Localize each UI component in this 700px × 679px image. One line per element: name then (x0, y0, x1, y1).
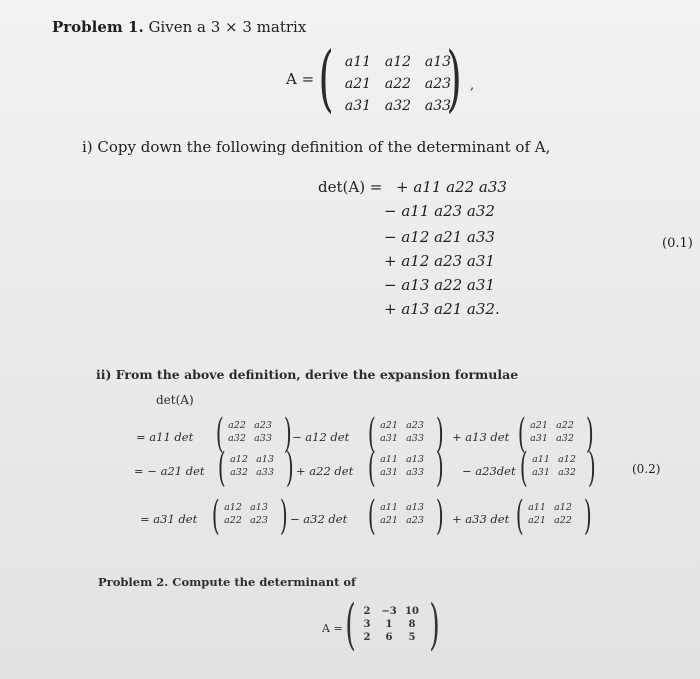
minor-cell: a12 (224, 502, 242, 513)
minor-cell: a12 (554, 502, 572, 513)
problem2-matrix-cell: 5 (408, 632, 416, 643)
part-ii-text: ii) From the above definition, derive the expansion formulae (96, 367, 519, 382)
minor-cell: a21 (380, 420, 398, 431)
minor-cell: a31 (530, 433, 548, 444)
matrix-a-cell: a11 (344, 54, 372, 70)
minor-cell: a33 (256, 467, 274, 478)
minor-cell: a11 (380, 502, 398, 513)
problem2-matrix-cell: 2 (363, 632, 371, 643)
minor-cell: a32 (230, 467, 248, 478)
minor-matrix (526, 420, 578, 444)
matrix-a-cell: a13 (424, 54, 452, 70)
det-term: − a12 a21 a33 (384, 228, 495, 246)
expansion-term: + a13 det (452, 430, 510, 444)
minor-matrix (524, 502, 576, 526)
minor-cell: a13 (406, 454, 424, 465)
minor-matrix (376, 420, 428, 444)
minor-cell: a13 (406, 502, 424, 513)
small-left-paren: ( (517, 411, 526, 457)
expansion-term: = a31 det (140, 512, 198, 526)
problem2-heading: Problem 2. (98, 575, 169, 589)
det-term: + a13 a21 a32. (384, 300, 500, 318)
minor-cell: a32 (556, 433, 574, 444)
det-term: + a12 a23 a31 (384, 252, 495, 270)
minor-cell: a11 (380, 454, 398, 465)
problem2-lhs: A = (322, 622, 343, 635)
matrix-a (338, 54, 458, 114)
minor-cell: a12 (558, 454, 576, 465)
small-right-paren: ) (435, 445, 444, 491)
matrix-a-cell: a33 (424, 98, 452, 114)
det-lhs: det(A) = (318, 178, 383, 196)
small-left-paren: ( (367, 411, 376, 457)
left-paren: ( (318, 36, 334, 120)
matrix-a-cell: a23 (424, 76, 452, 92)
det-term: − a13 a22 a31 (384, 276, 495, 294)
minor-cell: a22 (554, 515, 572, 526)
matrix-a-cell: a12 (384, 54, 412, 70)
minor-cell: a22 (556, 420, 574, 431)
detA-label: det(A) (156, 393, 194, 407)
minor-cell: a12 (230, 454, 248, 465)
p2-left-paren: ( (345, 593, 356, 656)
small-right-paren: ) (283, 411, 292, 457)
right-paren: ) (446, 36, 462, 120)
small-left-paren: ( (211, 493, 220, 539)
matrix-a-cell: a22 (384, 76, 412, 92)
minor-cell: a33 (254, 433, 272, 444)
minor-cell: a31 (380, 467, 398, 478)
minor-matrix (224, 420, 276, 444)
det-term: − a11 a23 a32 (384, 202, 495, 220)
small-right-paren: ) (435, 411, 444, 457)
matrix-a-cell: a21 (344, 76, 372, 92)
problem1-heading-line (52, 18, 306, 36)
problem2-matrix (356, 606, 424, 643)
minor-cell: a21 (380, 515, 398, 526)
part-i-text: i) Copy down the following definition of the determinant of A, (82, 138, 551, 156)
small-right-paren: ) (279, 493, 288, 539)
expansion-term: − a32 det (290, 512, 348, 526)
expansion-term: + a22 det (296, 464, 354, 478)
minor-cell: a22 (224, 515, 242, 526)
minor-cell: a32 (558, 467, 576, 478)
minor-cell: a13 (256, 454, 274, 465)
problem1-heading: Problem 1. (52, 18, 144, 36)
minor-cell: a11 (528, 502, 546, 513)
minor-cell: a23 (254, 420, 272, 431)
minor-cell: a32 (228, 433, 246, 444)
minor-cell: a21 (528, 515, 546, 526)
minor-cell: a23 (406, 420, 424, 431)
trailing-comma: , (470, 78, 475, 93)
minor-cell: a31 (380, 433, 398, 444)
small-left-paren: ( (217, 445, 226, 491)
minor-cell: a33 (406, 433, 424, 444)
expansion-term: − a12 det (292, 430, 350, 444)
det-term: + a11 a22 a33 (396, 178, 507, 196)
minor-cell: a11 (532, 454, 550, 465)
minor-cell: a22 (228, 420, 246, 431)
p2-right-paren: ) (429, 593, 440, 656)
expansion-term: + a33 det (452, 512, 510, 526)
minor-matrix (376, 454, 428, 478)
minor-matrix (220, 502, 272, 526)
problem2-text: Compute the determinant of (172, 575, 357, 589)
matrix-a-cell: a32 (384, 98, 412, 114)
eq-label-1: (0.1) (662, 236, 693, 251)
minor-cell: a23 (406, 515, 424, 526)
problem2-matrix-cell: −3 (381, 606, 397, 617)
minor-matrix (226, 454, 278, 478)
minor-cell: a33 (406, 467, 424, 478)
small-left-paren: ( (215, 411, 224, 457)
problem2-matrix-cell: 6 (385, 632, 393, 643)
minor-cell: a31 (532, 467, 550, 478)
expansion-term: = a11 det (136, 430, 194, 444)
minor-matrix (528, 454, 580, 478)
problem2-matrix-cell: 1 (385, 619, 393, 630)
small-right-paren: ) (583, 493, 592, 539)
matrix-lhs: A = (286, 70, 315, 88)
problem2-matrix-cell: 3 (363, 619, 371, 630)
expansion-term: − a23det (462, 464, 516, 478)
small-left-paren: ( (367, 445, 376, 491)
problem2-matrix-cell: 2 (363, 606, 371, 617)
minor-matrix (376, 502, 428, 526)
small-left-paren: ( (515, 493, 524, 539)
matrix-a-cell: a31 (344, 98, 372, 114)
minor-cell: a23 (250, 515, 268, 526)
problem2-matrix-cell: 8 (408, 619, 416, 630)
small-left-paren: ( (367, 493, 376, 539)
small-right-paren: ) (435, 493, 444, 539)
minor-cell: a13 (250, 502, 268, 513)
minor-cell: a21 (530, 420, 548, 431)
expansion-term: = − a21 det (134, 464, 205, 478)
problem1-intro: Given a 3 × 3 matrix (148, 18, 307, 36)
small-right-paren: ) (585, 411, 594, 457)
eq-label-2: (0.2) (632, 462, 661, 476)
small-right-paren: ) (587, 445, 596, 491)
small-right-paren: ) (285, 445, 294, 491)
problem2-line (98, 575, 356, 589)
small-left-paren: ( (519, 445, 528, 491)
problem2-matrix-cell: 10 (405, 606, 419, 617)
